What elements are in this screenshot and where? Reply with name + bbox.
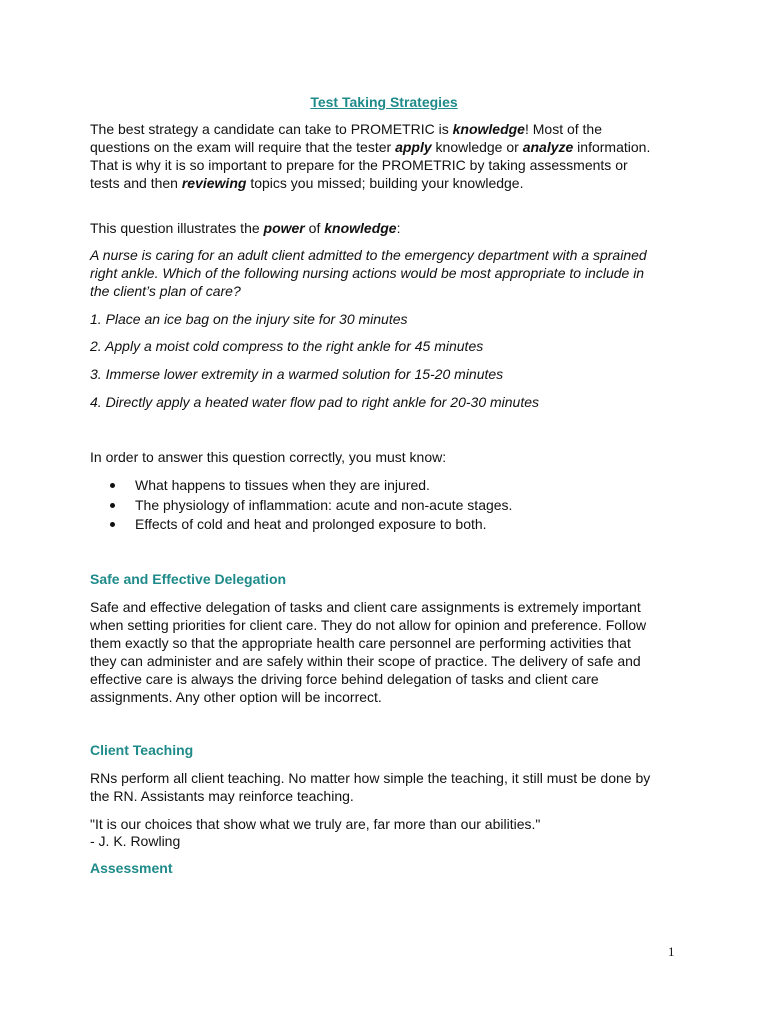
delegation-body: Safe and effective delegation of tasks and client care assignments is extremely important when setting priorities for client care. They do not allow for opinion and preference. Follow them exactly so that the appropriate health care personnel are performing activities that they can administer and are safely within their scope of practice. The delivery of safe and effective care is always the driving force behind delegation of tasks and client care assignments. Any other option will be incorrect. — [90, 599, 647, 705]
intro-text-2: ! Most of the questions on the exam will require that the tester — [90, 121, 603, 155]
answer-option-4: 4. Directly apply a heated water flow pad to right ankle for 20-30 minutes — [90, 394, 540, 410]
list-item — [90, 515, 650, 535]
intro-text-3: knowledge or — [431, 139, 523, 155]
illustration-keyword-knowledge: knowledge — [324, 220, 397, 236]
list-item — [90, 496, 650, 516]
intro-text-1: The best strategy a candidate can take to PROMETRIC is — [90, 121, 453, 137]
list-item — [90, 476, 650, 496]
intro-keyword-knowledge: knowledge — [452, 121, 525, 137]
delegation-heading: Safe and Effective Delegation — [90, 571, 287, 587]
illustration-text-3: : — [396, 220, 401, 236]
intro-text-5: topics you missed; building your knowledge. — [246, 175, 524, 191]
page-number: 1 — [668, 944, 675, 959]
quote-author: - J. K. Rowling — [90, 833, 181, 849]
intro-keyword-apply: apply — [395, 139, 432, 155]
intro-keyword-reviewing: reviewing — [181, 175, 247, 191]
bullet-icon — [110, 522, 115, 527]
illustration-text-1: This question illustrates the — [90, 220, 264, 236]
bullet-icon — [110, 483, 115, 488]
must-know-list — [90, 476, 650, 535]
document-title: Test Taking Strategies — [310, 94, 458, 110]
intro-keyword-analyze: analyze — [522, 139, 574, 155]
bullet-icon — [110, 503, 115, 508]
list-item-text: Effects of cold and heat and prolonged exposure to both. — [135, 516, 487, 532]
list-item-text: The physiology of inflammation: acute and non-acute stages. — [135, 496, 513, 513]
answer-option-2: 2. Apply a moist cold compress to the right ankle for 45 minutes — [90, 338, 484, 354]
question-stem: A nurse is caring for an adult client admitted to the emergency department with a sprained right ankle. Which of the following nursing actions would be most appropriate to include in the client’s plan of care? — [90, 247, 647, 299]
intro-text-4: information. That is why it is so important to prepare for the PROMETRIC by taking assessments or tests and then — [90, 139, 651, 191]
must-know-intro: In order to answer this question correctly, you must know: — [90, 449, 447, 465]
answer-option-3: 3. Immerse lower extremity in a warmed solution for 15-20 minutes — [90, 366, 504, 382]
illustration-keyword-power: power — [263, 220, 305, 236]
teaching-body: RNs perform all client teaching. No matter how simple the teaching, it still must be done by the RN. Assistants may reinforce teaching. — [90, 770, 651, 804]
illustration-text-2: of — [304, 220, 325, 236]
list-item-text: What happens to tissues when they are injured. — [135, 477, 430, 493]
answer-option-1: 1. Place an ice bag on the injury site for 30 minutes — [90, 311, 408, 327]
quote-text: "It is our choices that show what we truly are, far more than our abilities." — [90, 816, 541, 832]
assessment-heading: Assessment — [90, 860, 173, 876]
teaching-heading: Client Teaching — [90, 742, 194, 758]
intro-paragraph — [90, 120, 660, 192]
illustration-line — [90, 219, 660, 237]
